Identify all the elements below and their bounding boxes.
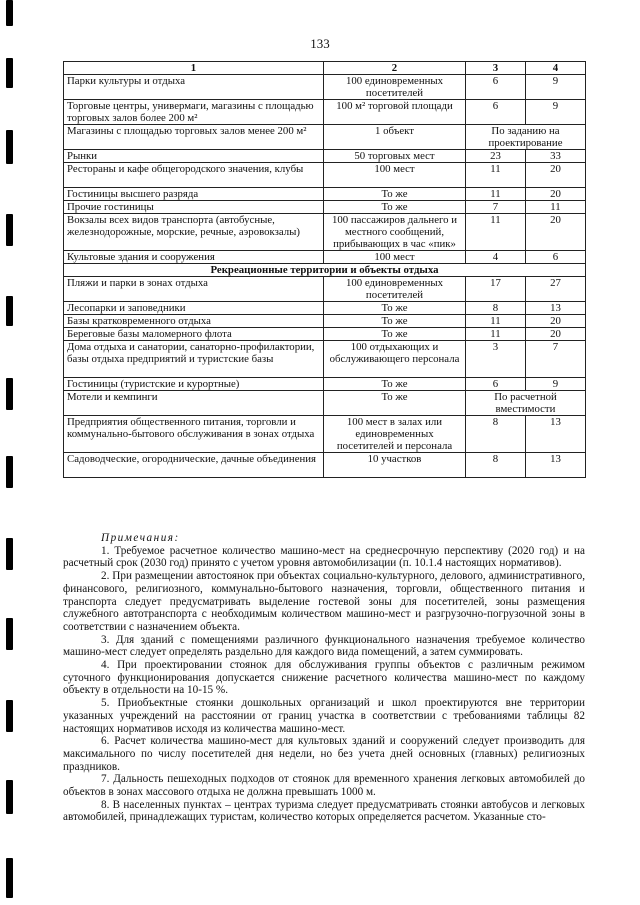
table-row (64, 163, 586, 188)
value-2020-cell: 3 (466, 341, 526, 378)
calc-unit-cell: 100 м² торговой площади (324, 100, 466, 125)
object-name-cell: Рестораны и кафе общегородского значения, клубы (64, 163, 324, 188)
binder-mark (6, 780, 13, 814)
table-row (64, 214, 586, 251)
binder-mark (6, 214, 13, 246)
column-header: 2 (324, 62, 466, 75)
table-row (64, 125, 586, 150)
section-title: Рекреационные территории и объекты отдыха (64, 264, 586, 277)
column-header: 4 (526, 62, 586, 75)
object-name-cell: Береговые базы маломерного флота (64, 328, 324, 341)
binder-mark (6, 456, 13, 488)
note-paragraph: 5. Приобъектные стоянки дошкольных организаций и школ проектируются вне территории указанных учреждений на расстоянии от границ участка в соответствии с требованиями таблицы 82 настоящих нормативов исходя из количества машино-мест. (63, 697, 585, 735)
table-row (64, 277, 586, 302)
value-2030-cell: 7 (526, 341, 586, 378)
calc-unit-cell: 100 единовременных посетителей (324, 75, 466, 100)
binder-mark (6, 378, 13, 410)
value-2030-cell: 27 (526, 277, 586, 302)
table-row (64, 416, 586, 453)
calc-unit-cell: 50 торговых мест (324, 150, 466, 163)
object-name-cell: Рынки (64, 150, 324, 163)
value-2020-cell: 4 (466, 251, 526, 264)
table-row (64, 391, 586, 416)
value-2030-cell: 13 (526, 416, 586, 453)
merged-value-cell: По заданию на проектирование (466, 125, 586, 150)
object-name-cell: Гостиницы (туристские и курортные) (64, 378, 324, 391)
value-2030-cell: 6 (526, 251, 586, 264)
calc-unit-cell: То же (324, 315, 466, 328)
calc-unit-cell: 100 пассажиров дальнего и местного сообщений, прибывающих в час «пик» (324, 214, 466, 251)
table-row (64, 378, 586, 391)
merged-value-cell: По расчетной вместимости (466, 391, 586, 416)
value-2030-cell: 13 (526, 453, 586, 478)
table-row (64, 453, 586, 478)
calc-unit-cell: То же (324, 302, 466, 315)
note-paragraph: 4. При проектировании стоянок для обслуживания группы объектов с различным режимом суточного функционирования допускается снижение расчетного количества машино-мест по каждому объекту в отдельности на 10-15 %. (63, 659, 585, 697)
value-2020-cell: 6 (466, 75, 526, 100)
note-paragraph: 1. Требуемое расчетное количество машино-мест на среднесрочную перспективу (2020 год) и на расчетный срок (2030 год) принято с учетом уровня автомобилизации (п. 10.1.4 настоящих нормативов). (63, 544, 585, 570)
object-name-cell: Парки культуры и отдыха (64, 75, 324, 100)
value-2020-cell: 8 (466, 416, 526, 453)
calc-unit-cell: 100 мест в залах или единовременных посетителей и персонала (324, 416, 466, 453)
value-2030-cell: 20 (526, 328, 586, 341)
value-2020-cell: 6 (466, 378, 526, 391)
table-row (64, 328, 586, 341)
table-row (64, 341, 586, 378)
value-2030-cell: 20 (526, 188, 586, 201)
calc-unit-cell: То же (324, 378, 466, 391)
object-name-cell: Магазины с площадью торговых залов менее 200 м² (64, 125, 324, 150)
value-2030-cell: 13 (526, 302, 586, 315)
parking-norms-table (63, 61, 586, 478)
table-row (64, 188, 586, 201)
binder-mark (6, 618, 13, 650)
calc-unit-cell: То же (324, 391, 466, 416)
calc-unit-cell: То же (324, 188, 466, 201)
section-row (64, 264, 586, 277)
object-name-cell: Торговые центры, универмаги, магазины с площадью торговых залов более 200 м² (64, 100, 324, 125)
table-row (64, 302, 586, 315)
note-paragraph: 2. При размещении автостоянок при объектах социально-культурного, делового, административного, финансового, религиозного, коммунально-бытового назначения, торговли, общественного питания и транспорта следует предусматривать выделение гостевой зоны для посетителей, зоны размещения служебного автотранспорта с необходимым количеством машино-мест и разгрузочно-погрузочной зоны в соответствии с назначением объекта. (63, 570, 585, 633)
value-2020-cell: 17 (466, 277, 526, 302)
value-2020-cell: 11 (466, 163, 526, 188)
value-2030-cell: 9 (526, 378, 586, 391)
table-row (64, 201, 586, 214)
value-2020-cell: 11 (466, 315, 526, 328)
object-name-cell: Базы кратковременного отдыха (64, 315, 324, 328)
note-paragraph: 6. Расчет количества машино-мест для культовых зданий и сооружений следует производить для максимального по числу посетителей дня недели, но без учета дней основных (главных) религиозных праздников. (63, 735, 585, 773)
value-2020-cell: 8 (466, 453, 526, 478)
object-name-cell: Культовые здания и сооружения (64, 251, 324, 264)
value-2020-cell: 23 (466, 150, 526, 163)
calc-unit-cell: 1 объект (324, 125, 466, 150)
value-2020-cell: 11 (466, 188, 526, 201)
object-name-cell: Предприятия общественного питания, торговли и коммунально-бытового обслуживания в зонах отдыха (64, 416, 324, 453)
binder-mark (6, 858, 13, 898)
calc-unit-cell: 100 мест (324, 251, 466, 264)
table-row (64, 100, 586, 125)
value-2030-cell: 9 (526, 100, 586, 125)
table-row (64, 315, 586, 328)
object-name-cell: Садоводческие, огороднические, дачные объединения (64, 453, 324, 478)
page-number: 133 (310, 36, 330, 51)
value-2020-cell: 6 (466, 100, 526, 125)
column-header: 1 (64, 62, 324, 75)
object-name-cell: Мотели и кемпинги (64, 391, 324, 416)
object-name-cell: Пляжи и парки в зонах отдыха (64, 277, 324, 302)
binder-mark (6, 296, 13, 326)
table-row (64, 150, 586, 163)
table-header-row (64, 62, 586, 75)
note-paragraph: 3. Для зданий с помещениями различного функционального назначения требуемое количество машино-мест следует определять раздельно для каждого вида помещений, а затем суммировать. (63, 633, 585, 659)
calc-unit-cell: То же (324, 201, 466, 214)
value-2030-cell: 11 (526, 201, 586, 214)
calc-unit-cell: 100 единовременных посетителей (324, 277, 466, 302)
calc-unit-cell: 100 отдыхающих и обслуживающего персонала (324, 341, 466, 378)
object-name-cell: Гостиницы высшего разряда (64, 188, 324, 201)
table-row (64, 75, 586, 100)
object-name-cell: Дома отдыха и санатории, санаторно-профилактории, базы отдыха предприятий и туристские базы (64, 341, 324, 378)
value-2030-cell: 20 (526, 315, 586, 328)
binder-mark (6, 130, 13, 164)
binder-mark (6, 700, 13, 732)
value-2030-cell: 9 (526, 75, 586, 100)
value-2030-cell: 20 (526, 163, 586, 188)
column-header: 3 (466, 62, 526, 75)
binder-mark (6, 0, 13, 26)
notes-block (63, 532, 585, 824)
value-2020-cell: 7 (466, 201, 526, 214)
object-name-cell: Прочие гостиницы (64, 201, 324, 214)
table-row (64, 251, 586, 264)
notes-heading: Примечания: (101, 532, 180, 544)
object-name-cell: Лесопарки и заповедники (64, 302, 324, 315)
value-2030-cell: 33 (526, 150, 586, 163)
value-2020-cell: 8 (466, 302, 526, 315)
note-paragraph: 8. В населенных пунктах – центрах туризма следует предусматривать стоянки автобусов и легковых автомобилей, принадлежащих туристам, количество которых определяется расчетом. Указанные сто- (63, 798, 585, 824)
calc-unit-cell: 100 мест (324, 163, 466, 188)
value-2020-cell: 11 (466, 214, 526, 251)
calc-unit-cell: 10 участков (324, 453, 466, 478)
value-2020-cell: 11 (466, 328, 526, 341)
binder-mark (6, 58, 13, 88)
binder-mark (6, 538, 13, 570)
value-2030-cell: 20 (526, 214, 586, 251)
note-paragraph: 7. Дальность пешеходных подходов от стоянок для временного хранения легковых автомобилей до объектов в зонах массового отдыха не должна превышать 1000 м. (63, 773, 585, 799)
calc-unit-cell: То же (324, 328, 466, 341)
object-name-cell: Вокзалы всех видов транспорта (автобусные, железнодорожные, морские, речные, аэровокзалы) (64, 214, 324, 251)
